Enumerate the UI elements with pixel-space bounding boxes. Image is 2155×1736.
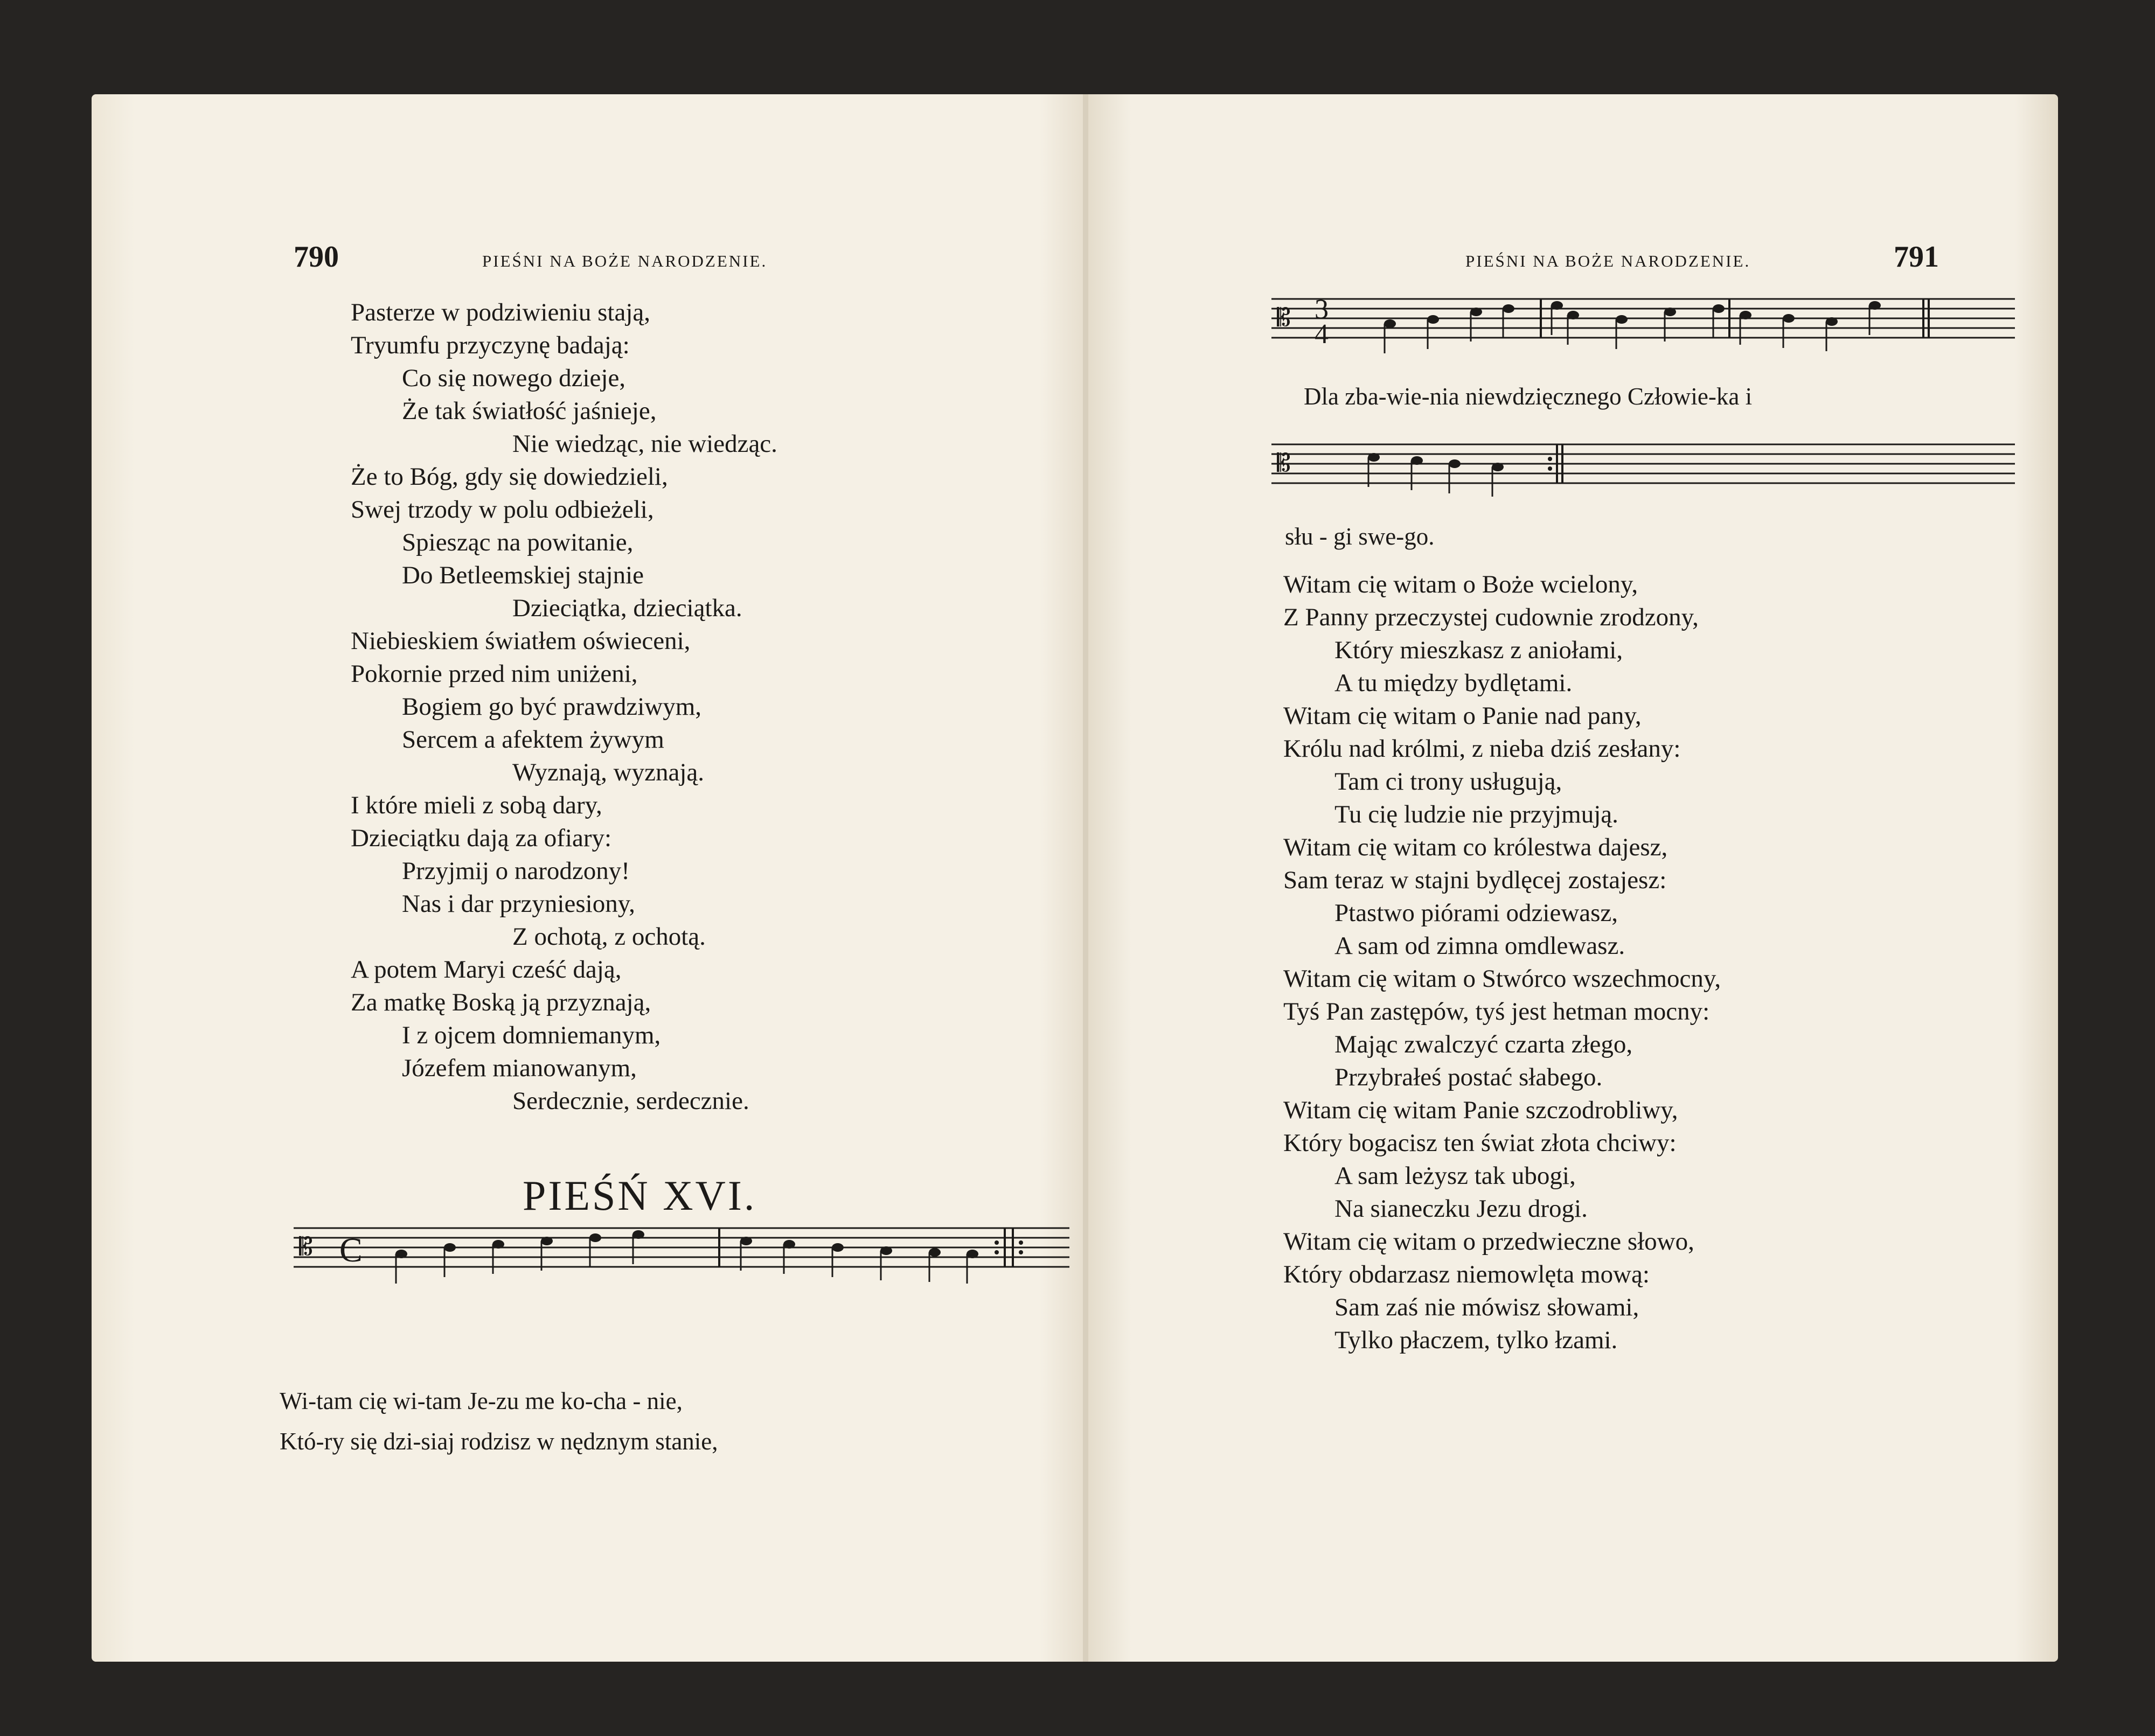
music-staff (1271, 434, 2015, 520)
running-head: PIEŚNI NA BOŻE NARODZENIE. (1465, 252, 1751, 270)
verse-block (351, 296, 777, 1118)
verse-line: A sam od zimna omdlewasz. (1334, 932, 1625, 960)
open-book (92, 94, 2058, 1662)
verse-line: Witam cię witam o przedwieczne słowo, (1283, 1228, 1694, 1256)
note-head (1713, 304, 1725, 313)
note-head (1449, 459, 1461, 468)
note-head (967, 1250, 978, 1258)
verse-line: Sam teraz w stajni bydlęcej zostajesz: (1283, 866, 1667, 894)
lyrics-line-1: Wi-tam cię wi-tam Je-zu me ko-cha - nie, (280, 1388, 683, 1414)
note-head (1551, 301, 1563, 310)
note-head (1826, 317, 1838, 326)
note-head (632, 1230, 644, 1239)
verse-line: Z Panny przeczystej cudownie zrodzony, (1283, 603, 1699, 631)
verse-line: Sercem a afektem żywym (402, 726, 664, 754)
verse-line: Witam cię witam o Panie nad pany, (1283, 702, 1642, 730)
note-head (740, 1237, 752, 1245)
note-head (832, 1243, 844, 1252)
lyrics-line-2: Któ-ry się dzi-siaj rodzisz w nędznym stanie, (280, 1428, 718, 1455)
page-number: 790 (294, 240, 339, 274)
verse-line: Ptastwo piórami odziewasz, (1334, 899, 1618, 927)
music-staff (294, 1217, 1069, 1357)
note-head (492, 1240, 504, 1249)
verse-line: Za matkę Boską ją przyznają, (351, 988, 651, 1016)
verse-line: Tu cię ludzie nie przyjmują. (1334, 800, 1618, 828)
time-signature: C (339, 1231, 363, 1269)
verse-line: Dzieciątka, dzieciątka. (512, 594, 742, 622)
verse-line: A sam leżysz tak ubogi, (1334, 1162, 1576, 1190)
verse-line: Na sianeczku Jezu drogi. (1334, 1195, 1588, 1223)
verse-line: Witam cię witam o Boże wcielony, (1283, 570, 1638, 598)
note-head (1492, 463, 1504, 471)
note-head (783, 1240, 795, 1249)
verse-line: Witam cię witam co królestwa dajesz, (1283, 833, 1668, 861)
note-head (1664, 308, 1676, 316)
verse-block (1283, 568, 1721, 1357)
verse-line: I z ojcem domniemanym, (402, 1021, 661, 1049)
note-head (1368, 453, 1380, 462)
verse-line: A tu między bydlętami. (1334, 669, 1573, 697)
note-head (589, 1233, 601, 1242)
verse-line: Tam ci trony usługują, (1334, 768, 1562, 796)
lyrics-line-2: słu - gi swe-go. (1285, 523, 1435, 550)
note-head (444, 1243, 456, 1252)
verse-line: Nas i dar przyniesiony, (402, 890, 635, 918)
note-head (880, 1246, 892, 1255)
verse-line: Co się nowego dzieje, (402, 364, 626, 392)
note-head (929, 1248, 941, 1257)
verse-line: Który mieszkasz z aniołami, (1334, 636, 1623, 664)
verse-line: Józefem mianowanym, (402, 1054, 637, 1082)
verse-line: Swej trzody w polu odbieżeli, (351, 496, 654, 524)
time-signature-top: 3 (1315, 294, 1329, 325)
verse-line: Z ochotą, z ochotą. (512, 923, 706, 951)
verse-line: Że to Bóg, gdy się dowiedzieli, (351, 463, 668, 491)
verse-line: Spiesząc na powitanie, (402, 528, 634, 556)
verse-line: Pasterze w podziwieniu stają, (351, 298, 650, 326)
verse-line: Do Betleemskiej stajnie (402, 561, 644, 589)
verse-line: Królu nad królmi, z nieba dziś zesłany: (1283, 735, 1681, 763)
note-head (1384, 319, 1396, 328)
verse-line: Który obdarzasz niemowlęta mową: (1283, 1260, 1650, 1288)
page-number: 791 (1894, 240, 1939, 274)
verse-line: Sam zaś nie mówisz słowami, (1334, 1293, 1639, 1321)
verse-line: Niebieskiem światłem oświeceni, (351, 627, 691, 655)
verse-line: Przyjmij o narodzony! (402, 857, 630, 885)
note-head (1567, 311, 1579, 319)
note-head (1869, 301, 1881, 310)
song-title: PIEŚŃ XVI. (523, 1172, 757, 1219)
svg-text:𝄡: 𝄡 (1277, 448, 1291, 477)
verse-line: Witam cię witam Panie szczodrobliwy, (1283, 1096, 1678, 1124)
time-signature-bottom: 4 (1315, 319, 1329, 350)
note-head (1783, 314, 1795, 323)
verse-line: Tryumfu przyczynę badają: (351, 331, 630, 359)
note-head (1411, 456, 1423, 465)
verse-line: Pokornie przed nim uniżeni, (351, 660, 638, 688)
verse-line: Tylko płaczem, tylko łzami. (1334, 1326, 1618, 1354)
verse-line: A potem Maryi cześć dają, (351, 956, 622, 984)
verse-line: Wyznają, wyznają. (512, 758, 705, 786)
verse-line: Witam cię witam o Stwórco wszechmocny, (1283, 965, 1721, 993)
left-page (92, 94, 1083, 1662)
lyrics-line-1: Dla zba-wie-nia niewdzięcznego Człowie-ka i (1304, 383, 1753, 410)
verse-line: Który bogacisz ten świat złota chciwy: (1283, 1129, 1677, 1157)
verse-line: Nie wiedząc, nie wiedząc. (512, 430, 777, 458)
verse-line: Przybrałeś postać słabego. (1334, 1063, 1603, 1091)
verse-line: Że tak światłość jaśnieje, (402, 397, 657, 425)
verse-line: Serdecznie, serdecznie. (512, 1087, 749, 1115)
verse-line: I które mieli z sobą dary, (351, 791, 602, 819)
running-head: PIEŚNI NA BOŻE NARODZENIE. (482, 252, 768, 270)
note-head (541, 1237, 553, 1245)
note-head (1503, 304, 1514, 313)
note-head (1616, 315, 1628, 324)
note-head (395, 1250, 407, 1258)
verse-line: Mając zwalczyć czarta złego, (1334, 1030, 1633, 1058)
verse-line: Bogiem go być prawdziwym, (402, 693, 702, 721)
clef-mark: 𝄡 (299, 1232, 313, 1261)
note-head (1427, 315, 1439, 324)
right-page (1088, 94, 2058, 1662)
svg-text:𝄡: 𝄡 (1277, 303, 1291, 332)
verse-line: Tyś Pan zastępów, tyś jest hetman mocny: (1283, 998, 1710, 1026)
note-head (1470, 308, 1482, 316)
music-staff (1271, 288, 2015, 374)
verse-line: Dzieciątku dają za ofiary: (351, 824, 612, 852)
note-head (1740, 311, 1751, 319)
